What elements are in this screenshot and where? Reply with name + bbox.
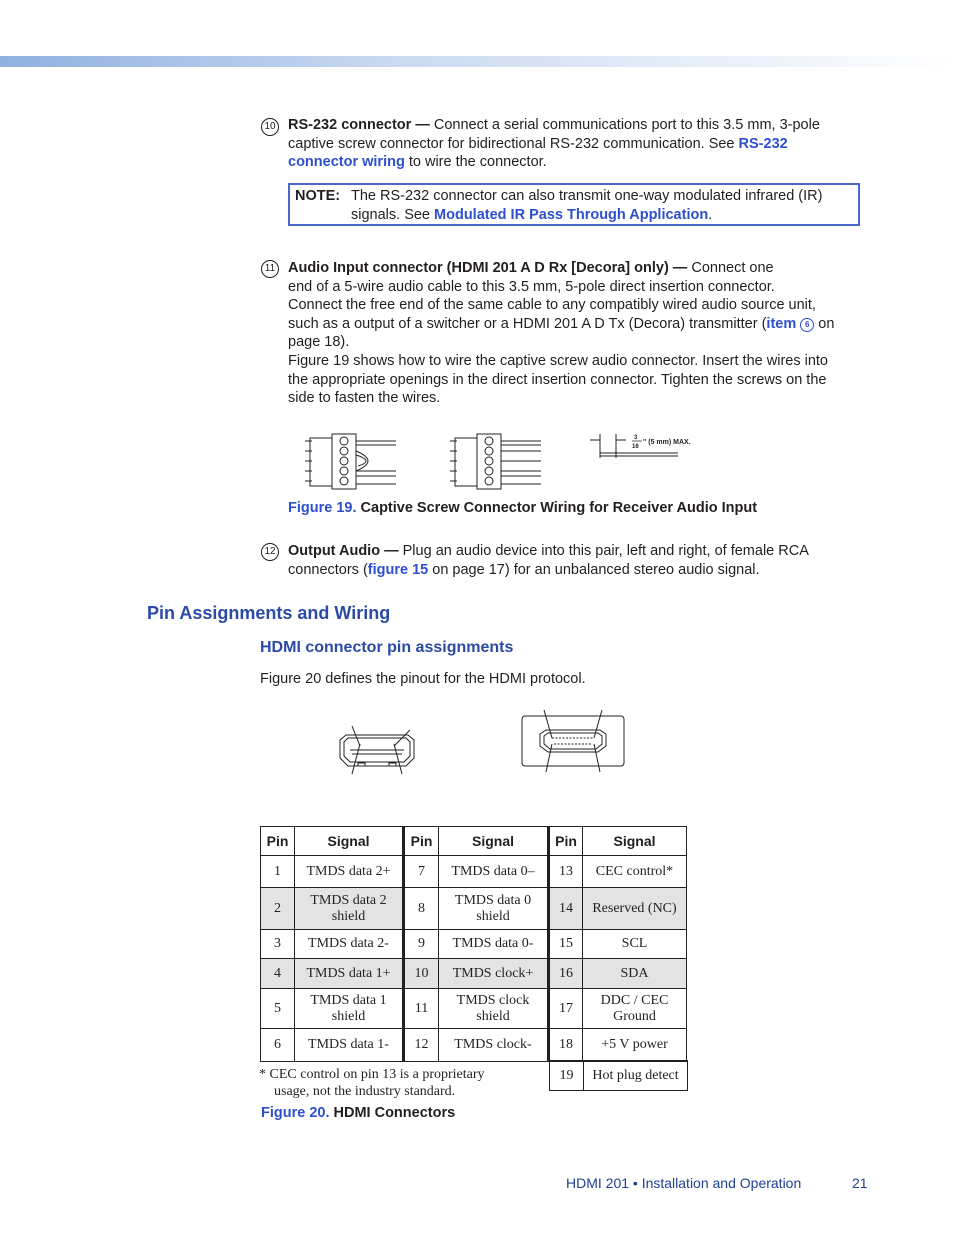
hdmi-receptacle-icon xyxy=(522,710,624,772)
item-text: such as a output of a switcher or a HDMI 201 A D Tx (Decora) transmitter ( xyxy=(288,315,767,332)
hdmi-pin-table-extra xyxy=(549,1060,688,1091)
table-row: 6 TMDS data 1- 12 TMDS clock- 18 +5 V power xyxy=(261,1029,687,1062)
page-number: 21 xyxy=(852,1175,868,1191)
note-label: NOTE: xyxy=(295,188,341,204)
table-header: Signal xyxy=(583,827,687,856)
item-text: captive screw connector for bidirectional RS-232 communication. See xyxy=(288,135,739,152)
table-row: 5 TMDS data 1 shield 11 TMDS clock shield 17 DDC / CEC Ground xyxy=(261,989,687,1029)
table-header: Pin xyxy=(261,827,295,856)
item-text: side to fasten the wires. xyxy=(288,390,441,407)
section-heading: Pin Assignments and Wiring xyxy=(147,603,391,623)
figure-15-link[interactable]: figure 15 xyxy=(367,561,429,578)
item-rs232 xyxy=(288,116,868,172)
connector-right xyxy=(450,434,541,489)
hdmi-connector-diagram xyxy=(330,708,630,776)
strip-fraction-den: 16 xyxy=(632,444,639,450)
item-6-link[interactable]: item 6 xyxy=(766,316,814,332)
note-line: The RS-232 connector can also transmit one-way modulated infrared (IR) xyxy=(351,188,823,204)
footer-doc-title: HDMI 201 • Installation and Operation xyxy=(566,1175,802,1191)
item-number-badge: 10 xyxy=(261,118,279,136)
rs232-link[interactable]: RS-232 xyxy=(738,135,788,152)
item-number-badge: 12 xyxy=(261,543,279,561)
section-intro: Figure 20 defines the pinout for the HDMI protocol. xyxy=(260,671,586,687)
figure-19-caption: Figure 19. Captive Screw Connector Wiring for Receiver Audio Input xyxy=(288,500,758,516)
strip-length-label: " (5 mm) MAX. xyxy=(643,439,691,446)
hdmi-pin-table xyxy=(260,826,687,1062)
table-header: Pin xyxy=(549,827,583,856)
item-text: to wire the connector. xyxy=(404,154,547,171)
table-header: Signal xyxy=(439,827,549,856)
table-footnote: * CEC control on pin 13 is a proprietary usage, not the industry standard. xyxy=(259,1067,485,1099)
note-line: signals. See Modulated IR Pass Through Application. xyxy=(351,207,713,223)
item-text: Connect the free end of the same cable to any compatibly wired audio source unit, xyxy=(288,297,816,314)
hdmi-plug-icon xyxy=(340,726,414,774)
item-title: Output Audio — xyxy=(288,543,399,559)
item-text: the appropriate openings in the direct insertion connector. Tighten the screws on the xyxy=(288,371,827,388)
item-output-audio: Output Audio — Plug an audio device into this pair, left and right, of female RCA connectors (figure 15 on page 17) for an unbalanced stereo audio signal. xyxy=(288,543,809,578)
strip-fraction-num: 3 xyxy=(634,435,638,441)
table-header: Signal xyxy=(295,827,404,856)
subsection-heading: HDMI connector pin assignments xyxy=(260,639,514,656)
item-text: Connect one xyxy=(687,260,774,276)
table-row: 19 Hot plug detect xyxy=(550,1061,688,1091)
item-text: Connect a serial communications port to this 3.5 mm, 3-pole xyxy=(429,117,820,133)
modulated-ir-link[interactable]: Modulated IR Pass Through Application xyxy=(434,207,709,223)
table-row: 2 TMDS data 2 shield 8 TMDS data 0 shield 14 Reserved (NC) xyxy=(261,888,687,930)
table-row: 4 TMDS data 1+ 10 TMDS clock+ 16 SDA xyxy=(261,959,687,989)
item-text: page 18). xyxy=(288,334,350,351)
item-text: end of a 5-wire audio cable to this 3.5 mm, 5-pole direct insertion connector. xyxy=(288,278,775,295)
figure-20-caption: Figure 20. HDMI Connectors xyxy=(261,1105,456,1121)
note-box xyxy=(288,183,860,226)
table-row: 3 TMDS data 2- 9 TMDS data 0- 15 SCL xyxy=(261,930,687,959)
rs232-link-cont[interactable]: connector wiring xyxy=(288,154,405,171)
table-row: 1 TMDS data 2+ 7 TMDS data 0– 13 CEC control* xyxy=(261,856,687,888)
item-title: Audio Input connector (HDMI 201 A D Rx [Decora] only) — xyxy=(288,260,688,276)
header-gradient-bar xyxy=(0,56,954,67)
item-audio-input: Audio Input connector (HDMI 201 A D Rx [Decora] only) — Connect one end of a 5-wire audio cable to this 3.5 mm, 5-pole direct insertion connector. Connect the free end of the same cable to any compatibly wired audio source unit, such as a output of a switcher or a HDMI 201 A D Tx (Decora) transmitter (item 6 on page 18). Figure 19 shows how to wire the captive screw audio connector. Insert the wires into the appropriate openings in the direct insertion connector. Tighten the screws on the side to fasten the wires. xyxy=(288,260,835,407)
table-header: Pin xyxy=(404,827,439,856)
connector-left xyxy=(305,434,396,489)
item-number-badge: 11 xyxy=(261,260,279,278)
item-title: RS-232 connector — xyxy=(288,117,430,133)
item-text: Figure 19 shows how to wire the captive screw audio connector. Insert the wires into xyxy=(288,352,828,369)
audio-connector-wiring-diagram xyxy=(300,428,720,494)
